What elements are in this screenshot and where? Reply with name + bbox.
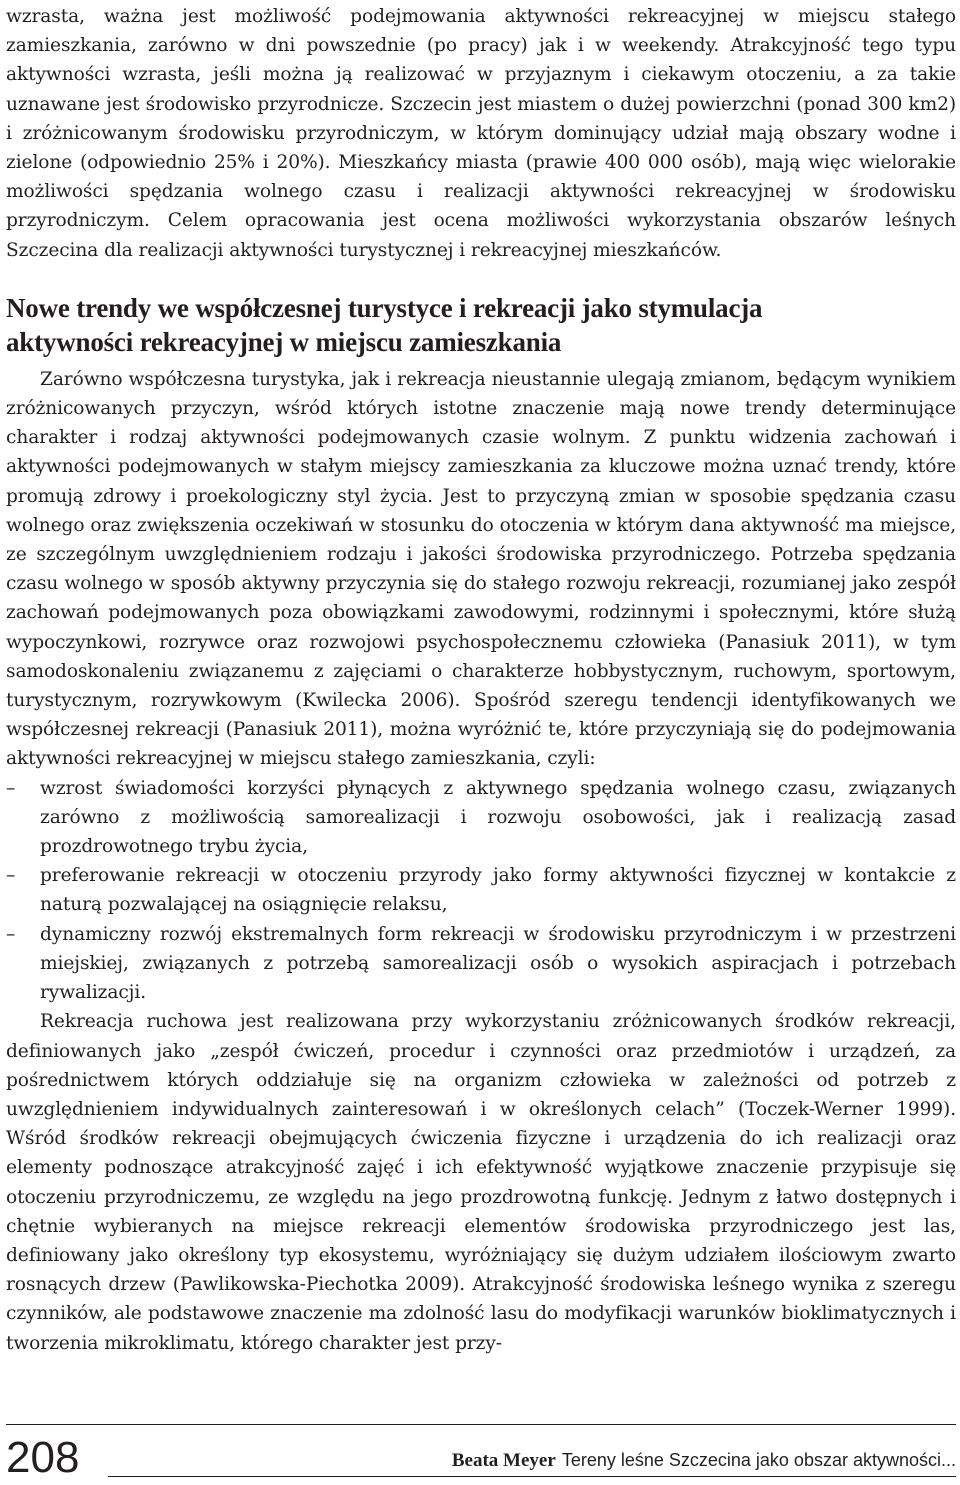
footer-rule — [6, 1424, 956, 1425]
list-item-text: preferowanie rekreacji w otoczeniu przyrody jako formy aktywności fizycznej w kontakcie z naturą pozwalającej na osiągnięcie relaksu, — [40, 865, 956, 916]
page-footer — [6, 1420, 956, 1480]
list-item — [6, 920, 956, 1008]
trend-list — [6, 774, 956, 1008]
list-item-text: wzrost świadomości korzyści płynących z aktywnego spędzania wolnego czasu, związanych zarówno z możliwością samorealizacji i rozwoju osobowości, jak i realizacją zasad prozdrowotnego trybu życia, — [40, 777, 956, 858]
paragraph-intro: wzrasta, ważna jest możliwość podejmowania aktywności rekreacyjnej w miejscu stałego zamieszkania, zarówno w dni powszednie (po pracy) jak i w weekendy. Atrakcyjność tego typu aktywności wzrasta, jeśli można ją realizować w przyjaznym i ciekawym otoczeniu, a za takie uznawane jest środowisko przyrodnicze. Szczecin jest miastem o dużej powierzchni (ponad 300 km2) i zróżnicowanym środowisku przyrodniczym, w którym dominujący udział mają obszary wodne i zielone (odpowiednio 25% i 20%). Mieszkańcy miasta (prawie 400 000 osób), mają więc wielorakie możliwości spędzania wolnego czasu i realizacji aktywności rekreacyjnej w środowisku przyrodniczym. Celem opracowania jest ocena możliwości wykorzystania obszarów leśnych Szczecina dla realizacji aktywności turystycznej i rekreacyjnej mieszkańców. — [6, 6, 956, 261]
list-item-text: dynamiczny rozwój ekstremalnych form rekreacji w środowisku przyrodniczym i w przestrzeni miejskiej, związanych z potrzebą samorealizacji osób o wysokich aspiracjach i potrzebach rywalizacji. — [40, 923, 956, 1004]
paragraph-trends: Zarówno współczesna turystyka, jak i rekreacja nieustannie ulegają zmianom, będącym wynikiem zróżnicowanych przyczyn, wśród których istotne znaczenie mają nowe trendy determinujące charakter i rodzaj aktywności podejmowanych czasie wolnym. Z punktu widzenia zachowań i aktywności podejmowanych w stałym miejscy zamieszkania za kluczowe można uznać trendy, które promują zdrowy i proekologiczny styl życia. Jest to przyczyną zmian w sposobie spędzania czasu wolnego oraz zwiększenia oczekiwań w stosunku do otoczenia w którym dana aktywność ma miejsce, ze szczególnym uwzględnieniem rodzaju i jakości środowiska przyrodniczego. Potrzeba spędzania czasu wolnego w sposób aktywny przyczynia się do stałego rozwoju rekreacji, rozumianej jako zespół zachowań podejmowanych poza obowiązkami zawodowymi, rodzinnymi i społecznymi, które służą wypoczynkowi, rozrywce oraz rozwojowi psychospołecznemu człowieka (Panasiuk 2011), w tym samodoskonaleniu związanemu z zajęciami o charakterze hobbystycznym, ruchowym, sportowym, turystycznym, rozrywkowym (Kwilecka 2006). Spośród szeregu tendencji identyfikowanych we współczesnej rekreacji (Panasiuk 2011), można wyróżnić te, które przyczyniają się do podejmowania aktywności rekreacyjnej w miejscu stałego zamieszkania, czyli: — [6, 368, 956, 770]
running-head-title: Tereny leśne Szczecina jako obszar aktywności... — [561, 1450, 956, 1470]
list-item — [6, 861, 956, 919]
page-number: 208 — [6, 1433, 80, 1482]
list-item — [6, 774, 956, 862]
footer-baseline — [108, 1476, 956, 1477]
section-title — [6, 291, 956, 359]
paragraph-recreation: Rekreacja ruchowa jest realizowana przy wykorzystaniu zróżnicowanych środków rekreacji, definiowanych jako „zespół ćwiczeń, procedur i czynności oraz przedmiotów i urządzeń, za pośrednictwem których oddziałuje się na organizm człowieka w zależności od potrzeb z uwzględnieniem indywidualnych zainteresowań i w określonych celach” (Toczek-Werner 1999). Wśród środków rekreacji obejmujących ćwiczenia fizyczne i urządzenia do ich realizacji oraz elementy podnoszące atrakcyjność zajęć i ich efektywność wyjątkowe znaczenie przypisuje się otoczeniu przyrodniczemu, ze względu na jego prozdrowotną funkcję. Jednym z łatwo dostępnych i chętnie wybieranych na miejsce rekreacji elementów środowiska przyrodniczego jest las, definiowany jako określony typ ekosystemu, wyróżniający się dużym udziałem ilościowym zwarto rosnących drzew (Pawlikowska-Piechotka 2009). Atrakcyjność środowiska leśnego wynika z szeregu czynników, ale podstawowe znaczenie ma zdolność lasu do modyfikacji warunków bioklimatycznych i tworzenia mikroklimatu, którego charakter jest przy- — [6, 1011, 956, 1354]
running-head — [452, 1448, 956, 1473]
section-title-line-1: Nowe trendy we współczesnej turystyce i rekreacji jako stymulacja — [6, 292, 763, 323]
page-body — [6, 2, 956, 1358]
running-head-author: Beata Meyer — [451, 1450, 556, 1471]
list-dash: – — [6, 865, 16, 887]
section-title-line-2: aktywności rekreacyjnej w miejscu zamieszkania — [6, 326, 562, 357]
list-dash: – — [6, 923, 16, 945]
list-dash: – — [6, 777, 16, 799]
